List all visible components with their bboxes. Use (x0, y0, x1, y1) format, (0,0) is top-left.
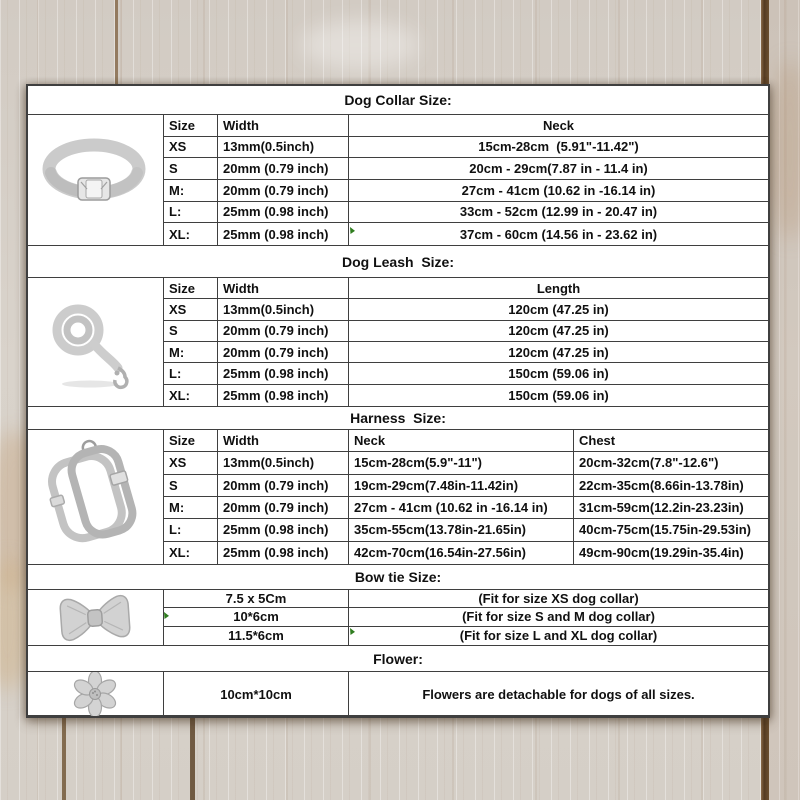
dog-leash-photo (28, 278, 163, 406)
width-cell: 25mm (0.98 inch) (217, 223, 348, 245)
wood-plank-seam (62, 712, 66, 800)
size-cell: M: (163, 497, 217, 519)
width-cell: 13mm(0.5inch) (217, 452, 348, 474)
column-header-size: Size (163, 115, 217, 137)
column-header-neck: Neck (348, 430, 573, 452)
size-cell: S (163, 158, 217, 180)
column-header-size: Size (163, 278, 217, 299)
flower-photo (28, 672, 163, 716)
width-cell: 20mm (0.79 inch) (217, 158, 348, 180)
size-cell: XL: (163, 542, 217, 564)
flower-illustration (28, 672, 163, 716)
wood-plank-seam (115, 0, 118, 88)
length-cell: 120cm (47.25 in) (348, 342, 768, 363)
neck-cell: 37cm - 60cm (14.56 in - 23.62 in) (348, 223, 768, 245)
section-title-dog-collar (28, 86, 768, 115)
size-cell: XS (163, 452, 217, 474)
section-title-bow-tie (28, 565, 768, 590)
chest-cell: 40cm-75cm(15.75in-29.53in) (573, 519, 768, 541)
neck-cell: 15cm-28cm (5.91"-11.42") (348, 137, 768, 159)
chest-cell: 22cm-35cm(8.66in-13.78in) (573, 475, 768, 497)
column-header-width: Width (217, 278, 348, 299)
size-cell: L: (163, 519, 217, 541)
chest-cell: 31cm-59cm(12.2in-23.23in) (573, 497, 768, 519)
neck-cell: 33cm - 52cm (12.99 in - 20.47 in) (348, 202, 768, 224)
size-cell: L: (163, 202, 217, 224)
column-header-size: Size (163, 430, 217, 452)
column-header-width: Width (217, 430, 348, 452)
wood-plank-seam (190, 712, 195, 800)
width-cell: 20mm (0.79 inch) (217, 497, 348, 519)
flower-size-cell: 10cm*10cm (163, 672, 348, 716)
width-cell: 13mm(0.5inch) (217, 137, 348, 159)
length-cell: 120cm (47.25 in) (348, 321, 768, 342)
width-cell: 25mm (0.98 inch) (217, 519, 348, 541)
section-title-text: Dog Collar Size: (344, 92, 452, 108)
flower-note-cell: Flowers are detachable for dogs of all sizes. (348, 672, 768, 716)
size-cell: L: (163, 363, 217, 384)
neck-cell: 35cm-55cm(13.78in-21.65in) (348, 519, 573, 541)
neck-cell: 19cm-29cm(7.48in-11.42in) (348, 475, 573, 497)
bowtie-size-cell: 7.5 x 5Cm (163, 590, 348, 608)
width-cell: 25mm (0.98 inch) (217, 363, 348, 384)
size-cell: M: (163, 342, 217, 363)
width-cell: 20mm (0.79 inch) (217, 321, 348, 342)
width-cell: 25mm (0.98 inch) (217, 385, 348, 406)
section-title-dog-leash (28, 246, 768, 278)
section-title-text: Flower: (373, 650, 423, 667)
size-cell: M: (163, 180, 217, 202)
section-title-flower (28, 646, 768, 672)
width-cell: 13mm(0.5inch) (217, 299, 348, 320)
dog-harness-photo (28, 430, 163, 564)
size-cell: XS (163, 137, 217, 159)
wood-highlight (300, 20, 420, 70)
length-cell: 120cm (47.25 in) (348, 299, 768, 320)
size-cell: XL: (163, 223, 217, 245)
dog-collar-size-table (28, 115, 768, 246)
width-cell: 20mm (0.79 inch) (217, 180, 348, 202)
dog-leash-illustration (28, 278, 163, 407)
section-title-text: Harness Size: (350, 410, 446, 426)
size-cell: XL: (163, 385, 217, 406)
neck-cell: 20cm - 29cm(7.87 in - 11.4 in) (348, 158, 768, 180)
dog-harness-illustration (28, 430, 163, 565)
width-cell: 20mm (0.79 inch) (217, 342, 348, 363)
bowtie-size-cell: 11.5*6cm (163, 627, 348, 645)
bowtie-fit-cell: (Fit for size L and XL dog collar) (348, 627, 768, 645)
bow-tie-size-table (28, 590, 768, 646)
length-cell: 150cm (59.06 in) (348, 385, 768, 406)
column-header-width: Width (217, 115, 348, 137)
size-cell: XS (163, 299, 217, 320)
bow-tie-illustration (28, 590, 163, 646)
size-chart-card (26, 84, 770, 718)
bowtie-fit-cell: (Fit for size XS dog collar) (348, 590, 768, 608)
column-header-length: Length (348, 278, 768, 299)
section-title-text: Bow tie Size: (354, 569, 442, 585)
column-header-neck: Neck (348, 115, 768, 137)
width-cell: 25mm (0.98 inch) (217, 202, 348, 224)
neck-cell: 42cm-70cm(16.54in-27.56in) (348, 542, 573, 564)
section-title-text: Dog Leash Size: (341, 253, 455, 270)
column-header-chest: Chest (573, 430, 768, 452)
width-cell: 20mm (0.79 inch) (217, 475, 348, 497)
neck-cell: 15cm-28cm(5.9"-11") (348, 452, 573, 474)
chest-cell: 20cm-32cm(7.8"-12.6") (573, 452, 768, 474)
width-cell: 25mm (0.98 inch) (217, 542, 348, 564)
neck-cell: 27cm - 41cm (10.62 in -16.14 in) (348, 497, 573, 519)
neck-cell: 27cm - 41cm (10.62 in -16.14 in) (348, 180, 768, 202)
wood-plank (769, 0, 800, 800)
dog-collar-photo (28, 115, 163, 245)
flower-size-table (28, 672, 768, 716)
size-cell: S (163, 321, 217, 342)
chest-cell: 49cm-90cm(19.29in-35.4in) (573, 542, 768, 564)
dog-leash-size-table (28, 278, 768, 407)
bowtie-fit-cell: (Fit for size S and M dog collar) (348, 608, 768, 626)
size-cell: S (163, 475, 217, 497)
harness-size-table (28, 430, 768, 565)
bowtie-size-cell: 10*6cm (163, 608, 348, 626)
length-cell: 150cm (59.06 in) (348, 363, 768, 384)
bow-tie-photo (28, 590, 163, 645)
section-title-harness (28, 407, 768, 430)
dog-collar-illustration (28, 115, 163, 246)
